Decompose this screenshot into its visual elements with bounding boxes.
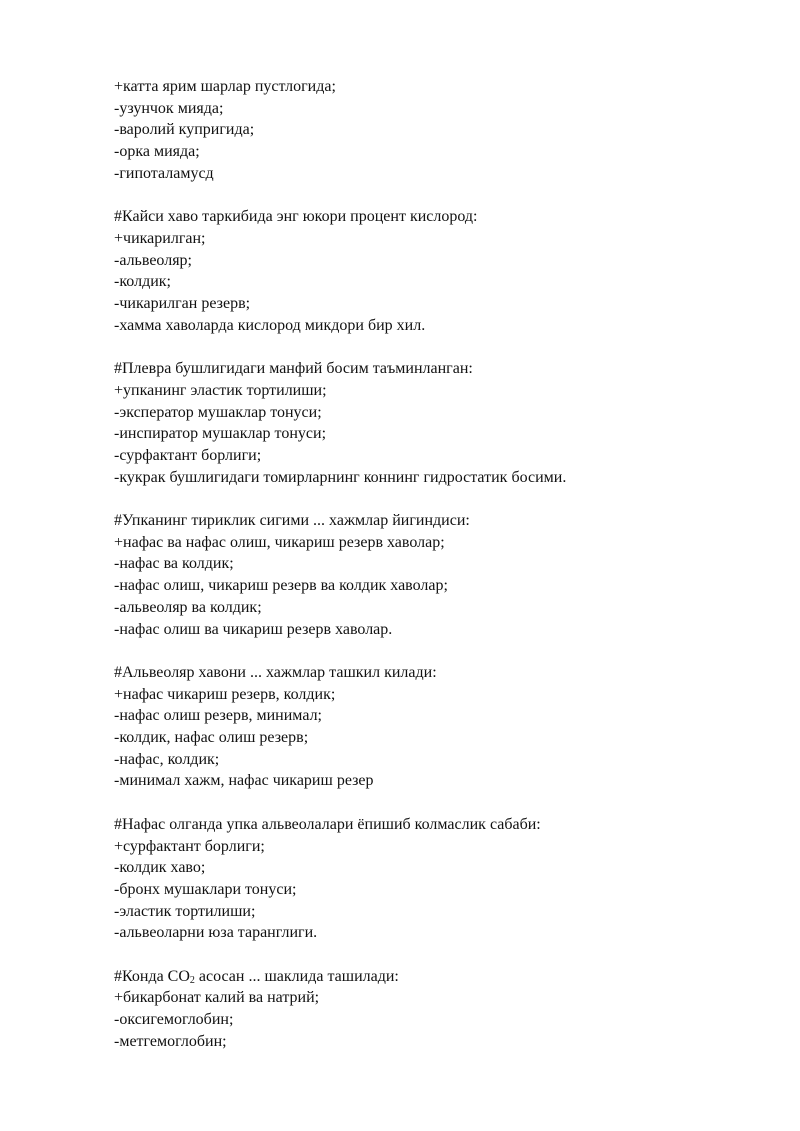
question-block bbox=[114, 662, 764, 792]
answer-option: -нафас олиш, чикариш резерв ва колдик хаволар; bbox=[114, 577, 448, 595]
answer-option: -нафас, колдик; bbox=[114, 750, 220, 768]
answer-option: -нафас олиш ва чикариш резерв хаволар. bbox=[114, 620, 393, 638]
question-text: #Альвеоляр хавони ... хажмлар ташкил килади: bbox=[114, 663, 437, 681]
answer-option: -эксператор мушаклар тонуси; bbox=[114, 403, 322, 421]
question-text-suffix: асосан ... шаклида ташилади: bbox=[194, 967, 399, 985]
answer-option: -узунчок мияда; bbox=[114, 99, 224, 117]
answer-option: -инспиратор мушаклар тонуси; bbox=[114, 425, 327, 443]
question-text: #Плевра бушлигидаги манфий босим таъминланган: bbox=[114, 360, 473, 378]
answer-option: -варолий купригида; bbox=[114, 121, 255, 139]
answer-option: +катта ярим шарлар пустлогида; bbox=[114, 78, 336, 95]
question-block bbox=[114, 206, 764, 336]
answer-option: -нафас олиш резерв, минимал; bbox=[114, 707, 322, 725]
answer-option: +бикарбонат калий ва натрий; bbox=[114, 989, 320, 1007]
question-block bbox=[114, 510, 764, 640]
question-text-prefix: #Конда CO bbox=[114, 967, 190, 985]
answer-option: -хамма хаволарда кислород микдори бир хил. bbox=[114, 316, 426, 334]
answer-option: -нафас ва колдик; bbox=[114, 555, 234, 573]
answer-option: -альвеоларни юза таранглиги. bbox=[114, 924, 318, 942]
answer-option: -гипоталамусд bbox=[114, 164, 214, 182]
answer-option: +чикарилган; bbox=[114, 229, 206, 247]
answer-option: +упканинг эластик тортилиши; bbox=[114, 381, 327, 399]
answer-option: -альвеоляр; bbox=[114, 251, 192, 269]
question-text: #Нафас олганда упка альвеолалари ёпишиб колмаслик сабаби: bbox=[114, 815, 541, 833]
answer-option: -чикарилган резерв; bbox=[114, 295, 251, 313]
answer-option: -сурфактант борлиги; bbox=[114, 446, 262, 464]
question-block bbox=[114, 966, 764, 1053]
question-text bbox=[114, 966, 764, 988]
answer-option: -бронх мушаклари тонуси; bbox=[114, 880, 297, 898]
answer-option: -кукрак бушлигидаги томирларнинг коннинг гидростатик босими. bbox=[114, 468, 567, 486]
subscript: 2 bbox=[189, 974, 195, 986]
answer-option: -колдик, нафас олиш резерв; bbox=[114, 729, 309, 747]
answer-option: +нафас ва нафас олиш, чикариш резерв хаволар; bbox=[114, 533, 445, 551]
answer-option: -орка мияда; bbox=[114, 143, 200, 161]
document-body bbox=[114, 76, 764, 1074]
answer-option: -колдик хаво; bbox=[114, 859, 206, 877]
answer-option: -минимал хажм, нафас чикариш резер bbox=[114, 772, 374, 790]
answer-option: +сурфактант борлиги; bbox=[114, 837, 265, 855]
answer-option: -эластик тортилиши; bbox=[114, 902, 256, 920]
question-text: #Кайси хаво таркибида энг юкори процент кислород: bbox=[114, 208, 478, 226]
answer-option: -оксигемоглобин; bbox=[114, 1011, 234, 1029]
question-text: #Упканинг тириклик сигими ... хажмлар йигиндиси: bbox=[114, 512, 470, 530]
answer-option: +нафас чикариш резерв, колдик; bbox=[114, 685, 336, 703]
question-block bbox=[114, 76, 764, 185]
question-block bbox=[114, 814, 764, 944]
answer-option: -альвеоляр ва колдик; bbox=[114, 598, 262, 616]
answer-option: -метгемоглобин; bbox=[114, 1032, 227, 1050]
answer-option: -колдик; bbox=[114, 273, 171, 291]
question-block bbox=[114, 358, 764, 488]
